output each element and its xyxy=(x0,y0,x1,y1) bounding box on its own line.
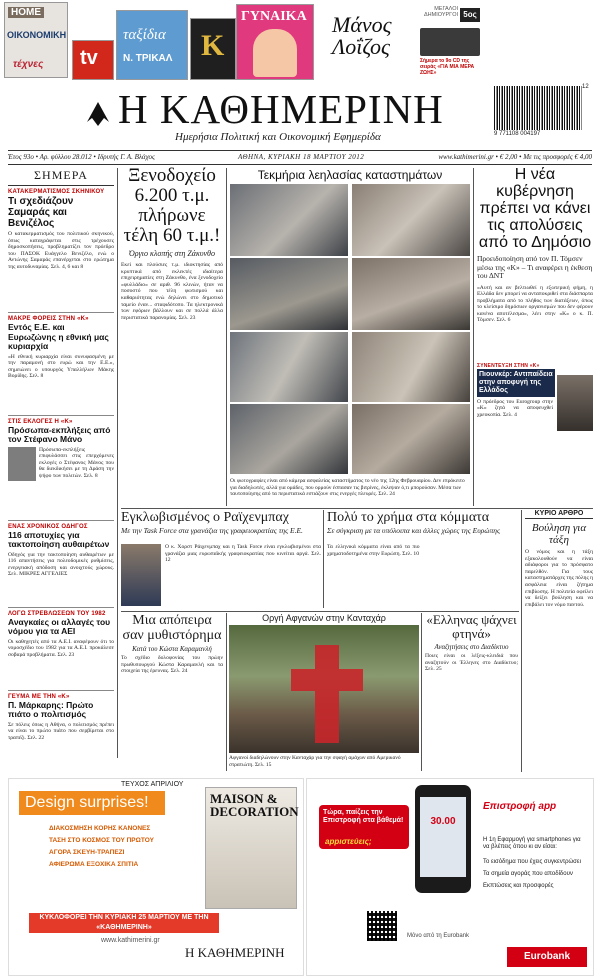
reichenbach-photo xyxy=(121,544,161,606)
article-title[interactable]: Μια απόπειρα σαν μυθιστόρημα xyxy=(122,613,222,643)
promo-label: tv xyxy=(80,47,98,69)
app-bullet: Τα σημεία αγοράς που αποδίδουν xyxy=(483,871,573,877)
juncker-inset[interactable] xyxy=(477,363,593,503)
issue-info-bar xyxy=(8,150,592,165)
article-body: Ο κ. Χορστ Ράιχενμπαχ και η Task Force είναι εγκλωβισμένοι στα γρανάζια μιας ευρωπαϊκής γραφειοκρατίας που κινείται αργά. Σελ. 12 xyxy=(165,544,321,564)
section-label: ΕΝΑΣ ΧΡΟΝΙΚΟΣ ΟΔΗΓΟΣ xyxy=(8,523,88,530)
issue-date: ΑΘΗΝΑ, ΚΥΡΙΑΚΗ 18 ΜΑΡΤΙΟΥ 2012 xyxy=(238,153,365,161)
sidebar-section[interactable] xyxy=(8,189,114,309)
masthead-title: Η ΚΑΘΗΜΕΡΙΝΗ xyxy=(118,86,444,132)
sidebar-section[interactable] xyxy=(8,316,114,412)
ad-site: www.kathimerini.gr xyxy=(101,937,160,944)
article-title[interactable]: Η νέα κυβέρνηση πρέπει να κάνει τις απολύσεις από το Δημόσιο xyxy=(478,166,592,251)
article-title[interactable]: Πολύ το χρήμα στα κόμματα xyxy=(327,510,490,525)
photo-caption: Αφγανοί διαδηλώνουν στην Κανταχάρ για την σφαγή αμάχων από Αμερικανό στρατιώτη. Σελ. 15 xyxy=(229,755,401,768)
ad-item: ΑΓΟΡΑ ΣΚΕΥΗ-ΤΡΑΠΕΖΙ xyxy=(49,849,125,856)
section-text: Σε πόλεις όπως η Αθήνα, ο πολιτισμός πρέπει να είναι το πρώτο πιάτο που σερβίρεται στο τραπέζι. Σελ. 22 xyxy=(8,721,114,741)
promo-label: ΓΥΝΑΙΚΑ xyxy=(241,9,307,24)
inset-text: Ο πρόεδρος του Eurogroup στην «Κ» ζητά να αποφευχθεί χρεοκοπία. Σελ. 4 xyxy=(477,398,553,418)
article-subtitle: Κατά του Κώστα Καραμανλή xyxy=(132,645,212,653)
section-label: ΚΑΤΑΚΕΡΜΑΤΙΣΜΟΣ ΣΚΗΝΙΚΟΥ xyxy=(8,189,105,195)
article-title[interactable]: Οργή Αφγανών στην Κανταχάρ xyxy=(262,613,386,623)
article-assassination[interactable] xyxy=(121,613,223,773)
cctv-photo xyxy=(352,404,470,474)
article-body: Το σχέδιο δολοφονίας του πρώην πρωθυπουργού Κώστα Καραμανλή και τα στοιχεία της έρευνας. Σελ. 24 xyxy=(121,655,223,675)
article-body: Εκεί και πλούσιες τ.μ. ιδιοκτησίας από κρυπτικά από εκλεκτές ιδιαίτερα επιχειρηματίες στη Ζάκυνθο, ένα ξενοδοχείο «φυλλάδιο» σε αριθ. 96 κλινών, ήταν να ποσοστό που τέλη φωτισμού και καθαριότητας ενώ δηλώνει στο δημοτικό ταμείο έναν... σταφιδότοπο. Τα ηλεκτρονικά των εφόρων βάλλουν και σε πολλά άλλα περιστατικά παρανομίας. Σελ. 23 xyxy=(121,262,223,321)
promo-label: HOME xyxy=(8,7,44,18)
ad-release: ΚΥΚΛΟΦΟΡΕΙ ΤΗΝ ΚΥΡΙΑΚΗ 25 ΜΑΡΤΙΟΥ ΜΕ ΤΗΝ «ΚΑΘΗΜΕΡΙΝΗ» xyxy=(29,913,219,933)
cd-promo-box[interactable] xyxy=(420,6,480,78)
cctv-photo xyxy=(230,184,348,256)
cd-series-label: ΜΕΓΑΛΟΙ ΔΗΜΙΟΥΡΓΟΙ xyxy=(423,6,458,18)
ad-maison-decoration[interactable] xyxy=(8,778,304,976)
editorial-title[interactable]: Βούληση για τάξη xyxy=(531,522,587,546)
article-body: Ποιες είναι οι λέξεις-κλειδιά που αναζητούν οι Έλληνες στο Διαδίκτυο; Σελ. 25 xyxy=(425,653,518,673)
article-reichenbach[interactable] xyxy=(121,510,321,610)
barcode xyxy=(494,84,590,140)
ad-banner: Design surprises! xyxy=(19,791,165,815)
ad-item: ΑΦΙΕΡΩΜΑ ΕΞΟΧΙΚΑ ΣΠΙΤΙΑ xyxy=(49,861,139,868)
article-body: Τα ελληνικά κόμματα είναι από τα πιο χρηματοδοτημένα στην Ευρώπη. Σελ. 10 xyxy=(327,544,420,557)
article-title[interactable]: Εγκλωβισμένος ο Ραϊχενμπαχ xyxy=(121,510,289,525)
section-label: ΓΕΥΜΑ ΜΕ ΤΗΝ «Κ» xyxy=(8,693,70,700)
article-government[interactable] xyxy=(477,166,593,506)
article-looting[interactable] xyxy=(230,168,470,506)
ad-footer: Μόνο από τη Eurobank xyxy=(407,933,470,939)
cctv-photo-grid xyxy=(230,184,470,474)
editorial[interactable] xyxy=(525,510,593,772)
section-text: Οι καθηγητές από τα Α.Ε.Ι. αναφέρουν ότι το νομοσχέδιο του 1982 για τα Α.Ε.Ι. προκάλεσε σοβαρά προβλήματα. Σελ. 23 xyxy=(8,638,114,658)
section-text: «Η εθνική κυριαρχία είναι συνυφασμένη με την παραμονή στο ευρώ και την Ε.Ε.», σημειώνει ο υπουργός Υπαλλήλων Μάκης Βορίδης. Σελ. 8 xyxy=(8,353,114,380)
bubble-sub: appιστεύεις; xyxy=(325,837,372,846)
article-subtitle: Σε σύγκριση με τα υπόλοιπα και άλλες χώρες της Ευρώπης xyxy=(327,526,501,535)
article-kandahar[interactable] xyxy=(229,613,419,773)
article-party-money[interactable] xyxy=(327,510,517,610)
promo-label: ΟΙΚΟΝΟΜΙΚΗ xyxy=(7,30,67,40)
section-headline[interactable]: Π. Μάρκαρης: Πρώτο πιάτο ο πολιτισμός xyxy=(8,699,94,719)
cd-signature: Μάνος Λοΐζος xyxy=(332,12,392,59)
promo-gynaika[interactable] xyxy=(236,4,314,80)
editorial-text: Ο νόμος και η τάξη εξακολουθούν να είναι αδιάφοροι για το πρόσφατο παρελθόν. Για τους καταστηματάρχες της πόλης η ασφάλεια είναι ζήτημα επιβίωσης. Η πολιτεία οφείλει να δείξει βούληση και να επιβάλει τον νόμο παντού. xyxy=(525,549,593,608)
kandahar-photo xyxy=(229,625,419,753)
article-greek-search[interactable] xyxy=(425,613,518,773)
promo-label: τέχνες xyxy=(13,59,44,70)
section-text: Ο κατακερματισμός του πολιτικού σκηνικού, όπως καταγράφεται στις τρέχουσες δημοσκοπήσεις, προβληματίζει τον πρόεδρο του ΠΑΣΟΚ Ευάγγελο Βενιζέλο, ενώ ο Αντώνης Σαμαράς επανέρχεται στο ερώτημα της αυτοδυναμίας. Σελ. 4, 6 και 8 xyxy=(8,231,114,270)
article-body: «Αυτή και αν βελτιωθεί η εξωτερική φήμη, η Ελλάδα δεν μπορεί να ανταποκριθεί στα διάσπαρτα προβλήματα από το πλήθος των διατάξεων, όπως το κλείσιμο δημόσιων οργανισμών που δεν φέρουν κανένα αποτέλεσμα», λέει στην «Κ» ο κ. Π. Τόμσεν. Σελ. 6 xyxy=(477,284,593,324)
cctv-photo xyxy=(230,332,348,402)
section-label: ΛΟΓΩ ΣΤΡΕΒΛΩΣΕΩΝ ΤΟΥ 1982 xyxy=(8,610,106,617)
cctv-photo xyxy=(352,332,470,402)
cctv-photo xyxy=(230,258,348,330)
section-headline[interactable]: 116 αποτυχίες για τακτοποίηση αυθαιρέτων xyxy=(8,529,110,549)
manos-portrait xyxy=(8,447,36,481)
ad-item: ΤΑΣΗ ΣΤΟ ΚΟΣΜΟΣ ΤΟΥ ΠΡΩΤΟΥ xyxy=(49,837,154,844)
app-title: Επιστροφή app xyxy=(483,801,557,812)
photo-caption: Οι φωτογραφίες είναι από κάμερα ασφαλείας καταστήματος το νέο της 12ης Φεβρουαρίου. Δεν επρόκειτο για διαδηλωτές, αλλά για ομάδες, που ορμούν έσπασαν τις βιτρίνες, έκλεψαν ό,τι μπορούσαν. Μέσα των ταυτοποίησης από τα περιστατικά εστιάζουν στις ενεργές πλευρές. Σελ. 24 xyxy=(230,478,465,497)
phone-screen: 30.00 xyxy=(420,797,466,877)
qr-code-icon[interactable] xyxy=(367,911,397,941)
article-subtitle: Όργιο κλοπής στη Ζάκυνθο xyxy=(129,249,215,258)
inset-label: ΣΥΝΕΝΤΕΥΞΗ ΣΤΗΝ «Κ» xyxy=(477,362,540,369)
promo-k-magazine[interactable] xyxy=(190,18,236,80)
juncker-photo xyxy=(557,375,593,431)
issue-price: www.kathimerini.gr • € 2,00 • Με τις προσφορές € 4,00 xyxy=(438,153,592,161)
section-headline[interactable]: Πρόσωπα-εκπλήξεις από τον Στέφανο Μάνο xyxy=(8,424,111,444)
article-subtitle: Προειδοποίηση από τον Π. Τόμσεν μέσω της «Κ» – Τι αναφέρει η έκθεση του ΔΝΤ xyxy=(477,254,593,280)
cctv-photo xyxy=(230,404,348,474)
ad-eurobank[interactable] xyxy=(306,778,594,976)
eurobank-logo: Eurobank xyxy=(507,947,587,967)
promo-label: ταξίδια xyxy=(123,27,166,43)
section-headline[interactable]: Αναγκαίες οι αλλαγές του νόμου για τα ΑΕΙ xyxy=(8,616,111,636)
phone-image xyxy=(415,785,471,893)
app-bullet: Εκπτώσεις και προσφορές xyxy=(483,883,554,889)
inset-title[interactable]: Πιουνκέρ: Αντιπαίδεια στην αποφυγή της Ελλάδος xyxy=(477,369,555,397)
app-logo xyxy=(483,801,583,825)
promo-travel[interactable] xyxy=(116,10,188,80)
ad-item: ΔΙΑΚΟΣΜΗΣΗ ΚΟΡΗΣ ΚΑΝΟΝΕΣ xyxy=(49,825,151,832)
sidebar-section[interactable] xyxy=(8,694,114,759)
masthead-subtitle: Ημερήσια Πολιτική και Οικονομική Εφημερίδα xyxy=(175,131,381,143)
editorial-label: ΚΥΡΙΟ ΑΡΘΡΟ xyxy=(525,510,593,519)
section-headline[interactable]: Εντός Ε.Ε. και Ευρωζώνης η εθνική μας κυριαρχία xyxy=(8,322,109,351)
ad-issue-label: ΤΕΥΧΟΣ ΑΠΡΙΛΙΟΥ xyxy=(121,781,184,788)
section-label: ΜΑΚΡΕ ΦΟΡΕΙΣ ΣΤΗΝ «Κ» xyxy=(8,316,89,322)
sidebar-section[interactable] xyxy=(8,611,114,687)
barcode-number: 9 771108 004197 xyxy=(494,131,541,137)
cd-badge: 5ος xyxy=(460,8,480,22)
promo-tv[interactable] xyxy=(72,40,114,80)
sidebar-section[interactable] xyxy=(8,419,114,517)
article-title[interactable]: Τεκμήρια λεηλασίας καταστημάτων xyxy=(257,168,443,182)
article-subtitle: Με την Task Force στα γρανάζια της γραφειοκρατίας της Ε.Ε. xyxy=(121,526,303,535)
section-text: Πρόσωπα-εκπλήξεις επιφυλάσσει στις επερχόμενες εκλογές ο Στέφανος Μάνος που θα διεκδικήσει με τη Δράση την ψήφο των πολιτών. Σελ. 8 xyxy=(39,446,114,479)
article-title[interactable]: «Ελληνας ψάχνει φτηνά» xyxy=(426,613,517,641)
sidebar-title: ΣΗΜΕΡΑ xyxy=(8,168,114,186)
magazine-cover xyxy=(205,787,297,909)
section-text: Οδηγός για την τακτοποίηση αυθαιρέτων με 116 απαντήσεις για πολεοδομικές ρυθμίσεις, ενεργειακή απόδοση και ανοιχτούς χώρους. Σελ. ΜΙΚΡΕΣ ΑΓΓΕΛΙΕΣ xyxy=(8,551,114,578)
section-headline[interactable]: Τι σχεδιάζουν Σαμαράς και Βενιζέλος xyxy=(8,196,74,229)
magazine-title: MAISON & DECORATION xyxy=(210,791,299,819)
sidebar-today xyxy=(8,168,114,758)
ad-speech-bubble xyxy=(319,805,409,849)
issue-info-left: Έτος 93ο • Αρ. φύλλου 28.012 • Ιδρυτής Γ. Α. Βλάχος xyxy=(8,153,155,161)
cctv-photo xyxy=(352,258,470,330)
article-title[interactable]: Ξενοδοχείο 6.200 τ.μ. πλήρωνε τέλη 60 τ.μ.! xyxy=(123,166,221,246)
promo-label: Ν. ΤΡΙΚΑΛ xyxy=(123,53,173,64)
bubble-text: Τώρα, παίζεις την Επιστροφή στα βάθεμά! xyxy=(323,809,404,824)
ad-newspaper-logo: Η ΚΑΘΗΜΕΡΙΝΗ xyxy=(185,945,285,960)
masthead-emblem-icon xyxy=(84,98,112,128)
sidebar-section[interactable] xyxy=(8,524,114,604)
cctv-photo xyxy=(352,184,470,256)
cd-promo-text: Σήμερα το 9ο CD της σειράς «ΓΙΑ ΜΙΑ ΜΕΡΑ ΖΩΗΣ» xyxy=(420,58,475,76)
article-subtitle: Αναζητήσεις στο Διαδίκτυο xyxy=(434,643,509,651)
app-bullet: Το εισόδημα που έχεις συγκεντρώσει xyxy=(483,859,581,865)
issue-number: 12 xyxy=(582,84,589,90)
article-hotel[interactable] xyxy=(121,166,223,506)
promo-home-section[interactable] xyxy=(4,2,68,78)
promo-label: K xyxy=(201,29,225,62)
section-label: ΣΤΙΣ ΕΚΛΟΓΕΣ Η «Κ» xyxy=(8,418,73,425)
app-description: Η 1η Εφαρμογή για smartphones για να βλέπεις όπου κι αν είσαι: xyxy=(483,837,581,850)
